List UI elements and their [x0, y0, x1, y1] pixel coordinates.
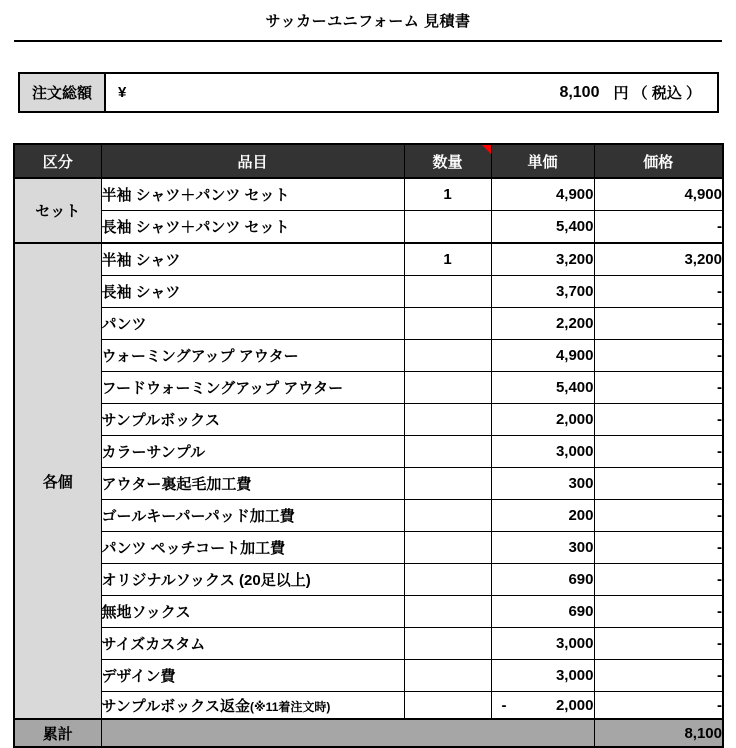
price-cell[interactable]: -: [594, 500, 723, 532]
qty-cell[interactable]: [404, 404, 491, 436]
table-row: [14, 276, 723, 308]
unit-price-cell[interactable]: 5,400: [491, 211, 594, 244]
qty-cell[interactable]: [404, 436, 491, 468]
order-total-amount: 8,100: [559, 83, 600, 101]
order-total-value-cell[interactable]: [106, 74, 717, 111]
item-cell[interactable]: ウォーミングアップ アウター: [101, 340, 404, 372]
table-row: [14, 628, 723, 660]
price-cell[interactable]: -: [594, 436, 723, 468]
item-cell[interactable]: サンプルボックス: [101, 404, 404, 436]
unit-price-cell[interactable]: 3,700: [491, 276, 594, 308]
group-cell: セット: [14, 178, 101, 243]
title-divider: [14, 40, 722, 42]
order-total-label: 注文総額: [20, 74, 106, 111]
item-cell[interactable]: 長袖 シャツ: [101, 276, 404, 308]
table-row: [14, 340, 723, 372]
price-cell[interactable]: 3,200: [594, 243, 723, 276]
table-row: [14, 660, 723, 692]
qty-cell[interactable]: [404, 532, 491, 564]
unit-price-cell[interactable]: 300: [491, 532, 594, 564]
page-title: サッカーユニフォーム 見積書: [265, 13, 471, 30]
qty-cell[interactable]: [404, 276, 491, 308]
price-cell[interactable]: -: [594, 596, 723, 628]
total-value[interactable]: 8,100: [594, 719, 723, 747]
col-header-category: 区分: [14, 144, 101, 178]
qty-cell[interactable]: [404, 211, 491, 244]
item-cell[interactable]: オリジナルソックス (20足以上): [101, 564, 404, 596]
price-cell[interactable]: -: [594, 628, 723, 660]
item-cell[interactable]: 無地ソックス: [101, 596, 404, 628]
unit-price-cell[interactable]: 300: [491, 468, 594, 500]
table-row: [14, 500, 723, 532]
col-header-unit-price: 単価: [491, 144, 594, 178]
item-cell[interactable]: サンプルボックス返金(※11着注文時): [101, 692, 404, 720]
item-cell[interactable]: カラーサンプル: [101, 436, 404, 468]
unit-price-cell[interactable]: 4,900: [491, 178, 594, 211]
table-row: [14, 436, 723, 468]
table-row: [14, 404, 723, 436]
qty-cell[interactable]: [404, 660, 491, 692]
table-row: [14, 308, 723, 340]
item-cell[interactable]: デザイン費: [101, 660, 404, 692]
price-cell[interactable]: 4,900: [594, 178, 723, 211]
qty-cell[interactable]: [404, 468, 491, 500]
item-cell[interactable]: パンツ: [101, 308, 404, 340]
unit-price-cell[interactable]: 2,200: [491, 308, 594, 340]
comment-marker-icon[interactable]: [482, 145, 491, 154]
price-cell[interactable]: -: [594, 468, 723, 500]
table-row: [14, 532, 723, 564]
table-row: [14, 243, 723, 276]
col-header-price: 価格: [594, 144, 723, 178]
item-cell[interactable]: サイズカスタム: [101, 628, 404, 660]
price-cell[interactable]: -: [594, 372, 723, 404]
unit-price-cell[interactable]: 690: [491, 564, 594, 596]
qty-cell[interactable]: [404, 500, 491, 532]
total-spacer: [101, 719, 594, 747]
unit-price-cell[interactable]: - 2,000: [491, 692, 594, 720]
table-row: [14, 468, 723, 500]
item-cell[interactable]: パンツ ペッチコート加工費: [101, 532, 404, 564]
qty-cell[interactable]: [404, 340, 491, 372]
col-header-item: 品目: [101, 144, 404, 178]
order-total-box: [18, 72, 719, 113]
qty-cell[interactable]: [404, 308, 491, 340]
table-row: [14, 692, 723, 720]
price-cell[interactable]: -: [594, 308, 723, 340]
price-cell[interactable]: -: [594, 276, 723, 308]
order-total-unit: 円 （ 税込 ）: [613, 85, 701, 102]
item-cell[interactable]: フードウォーミングアップ アウター: [101, 372, 404, 404]
unit-price-cell[interactable]: 200: [491, 500, 594, 532]
header-row: [14, 144, 723, 178]
unit-price-cell[interactable]: 3,000: [491, 660, 594, 692]
unit-price-cell[interactable]: 3,000: [491, 628, 594, 660]
qty-cell[interactable]: [404, 372, 491, 404]
item-cell[interactable]: ゴールキーパーパッド加工費: [101, 500, 404, 532]
unit-price-cell[interactable]: 4,900: [491, 340, 594, 372]
price-cell[interactable]: -: [594, 340, 723, 372]
unit-price-cell[interactable]: 2,000: [491, 404, 594, 436]
price-cell[interactable]: -: [594, 692, 723, 720]
qty-cell[interactable]: [404, 628, 491, 660]
unit-price-cell[interactable]: 3,000: [491, 436, 594, 468]
qty-cell[interactable]: 1: [404, 243, 491, 276]
total-row: [14, 719, 723, 747]
group-cell: 各個: [14, 243, 101, 719]
qty-cell[interactable]: 1: [404, 178, 491, 211]
currency-symbol: ¥: [118, 84, 127, 101]
table-row: [14, 178, 723, 211]
item-cell[interactable]: アウター裏起毛加工費: [101, 468, 404, 500]
qty-cell[interactable]: [404, 564, 491, 596]
price-cell[interactable]: -: [594, 211, 723, 244]
unit-price-cell[interactable]: 3,200: [491, 243, 594, 276]
table-row: [14, 211, 723, 244]
price-cell[interactable]: -: [594, 660, 723, 692]
price-cell[interactable]: -: [594, 532, 723, 564]
table-row: [14, 564, 723, 596]
qty-cell[interactable]: [404, 596, 491, 628]
unit-price-cell[interactable]: 690: [491, 596, 594, 628]
qty-cell[interactable]: [404, 692, 491, 720]
unit-price-cell[interactable]: 5,400: [491, 372, 594, 404]
price-cell[interactable]: -: [594, 564, 723, 596]
quote-table: [13, 143, 724, 748]
total-label: 累計: [14, 719, 101, 747]
price-cell[interactable]: -: [594, 404, 723, 436]
table-row: [14, 372, 723, 404]
item-cell[interactable]: 半袖 シャツ＋パンツ セット: [101, 178, 404, 211]
item-cell[interactable]: 半袖 シャツ: [101, 243, 404, 276]
item-cell[interactable]: 長袖 シャツ＋パンツ セット: [101, 211, 404, 244]
col-header-qty: 数量: [404, 144, 491, 178]
table-row: [14, 596, 723, 628]
